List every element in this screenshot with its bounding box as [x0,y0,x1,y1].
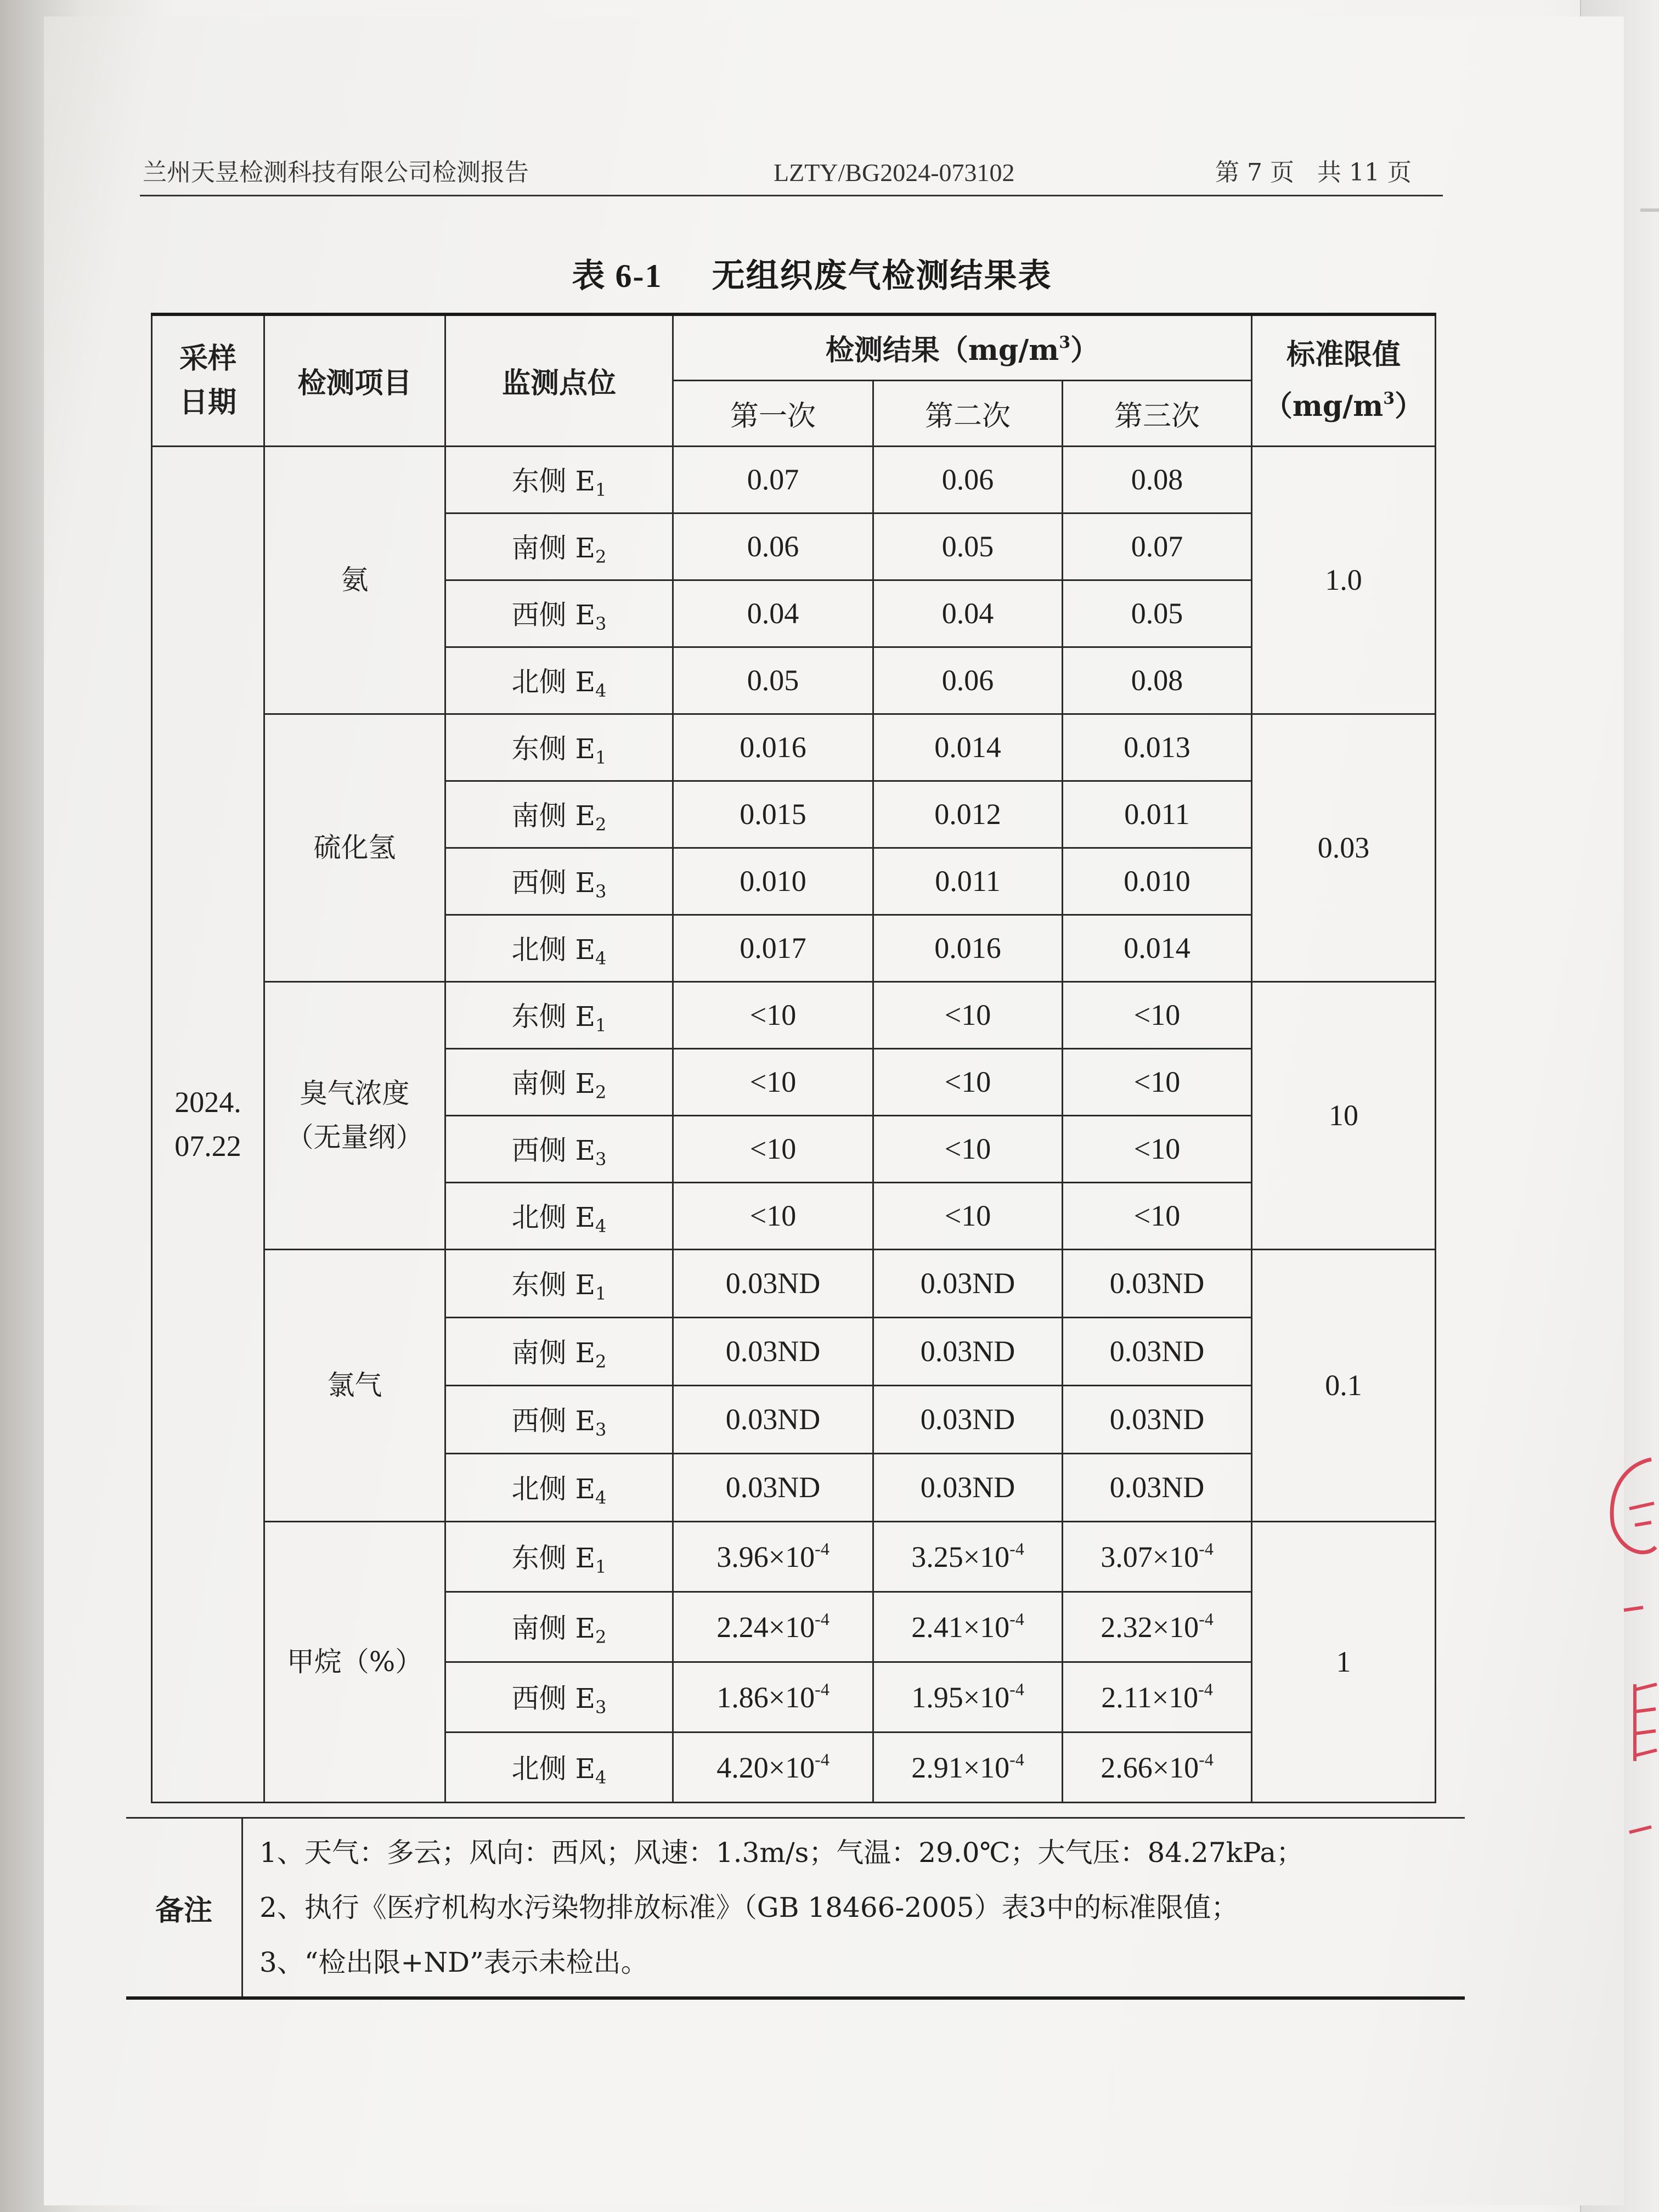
result-cell-v3 [1063,1521,1252,1592]
stamp-glyph-4 [1629,1827,1651,1832]
result-value: 0.010 [740,865,806,898]
results-table [151,313,1436,1803]
result-value: <10 [1133,1132,1181,1165]
result-cell-v3 [1063,1662,1252,1732]
item-name: 甲烷（%） [286,1646,423,1678]
result-exponent: -4 [815,1609,830,1629]
result-cell-v1 [673,647,873,714]
result-cell-v2 [873,1317,1063,1385]
result-cell-v3 [1063,1317,1252,1385]
notes-label: 备注 [126,1818,242,1999]
point-label: 北侧 E [511,1472,596,1505]
result-value: <10 [1133,1199,1181,1232]
stamp-icon [1591,1426,1659,1865]
result-cell-v1 [673,1115,873,1182]
result-cell-v2 [873,1592,1063,1662]
point-cell [445,1453,673,1521]
result-cell-v3 [1063,915,1252,981]
table-row [152,1249,1436,1317]
result-exponent: -4 [1009,1679,1024,1699]
result-value: 2.66×10 [1101,1751,1199,1784]
result-exponent: -4 [1009,1609,1024,1629]
limit-value: 0.03 [1317,831,1370,864]
point-label: 东侧 E [511,1268,596,1301]
point-label: 东侧 E [511,1000,596,1032]
result-value: <10 [1133,1065,1181,1098]
point-cell [445,1592,673,1662]
result-value: 0.03ND [1109,1267,1205,1300]
result-exponent: -4 [1199,1750,1214,1769]
table-row [152,1521,1436,1592]
result-value: 0.012 [934,798,1001,831]
point-cell [445,981,673,1048]
table-row [152,446,1436,513]
result-cell-v1 [673,1592,873,1662]
result-exponent: -4 [1199,1609,1214,1629]
result-cell-v1 [673,848,873,915]
point-label: 南侧 E [511,799,596,832]
result-cell-v3 [1063,848,1252,915]
point-subscript: 2 [595,1081,607,1103]
result-cell-v1 [673,513,873,580]
notes-content [242,1818,1465,1999]
header-first: 第一次 [673,380,873,446]
item-unit: （无量纲） [286,1121,424,1153]
result-exponent: -4 [1009,1750,1024,1769]
limit-cell [1252,714,1436,981]
limit-value: 0.1 [1325,1369,1362,1402]
point-subscript: 1 [595,1014,607,1036]
table-row [152,714,1436,781]
header-third: 第三次 [1063,380,1252,446]
point-cell [445,915,673,981]
point-label: 南侧 E [511,1336,596,1369]
point-cell [445,1521,673,1592]
result-value: 4.20×10 [716,1751,815,1784]
point-subscript: 2 [595,546,607,567]
result-cell-v1 [673,1048,873,1115]
point-cell [445,848,673,915]
point-cell [445,1732,673,1802]
result-cell-v3 [1063,1182,1252,1249]
point-subscript: 3 [595,1419,607,1440]
result-cell-v3 [1063,446,1252,513]
point-label: 南侧 E [511,1067,596,1099]
result-cell-v2 [873,1385,1063,1453]
note-nd: 3、“检出限+ND”表示未检出。 [259,1946,648,1978]
header-divider [140,195,1443,196]
note-standard: 2、执行《医疗机构水污染物排放标准》（GB 18466-2005）表3中的标准限值； [259,1892,1239,1923]
result-value: <10 [749,998,797,1031]
result-value: 2.41×10 [911,1611,1010,1644]
page-info: 第 7 页 共 11 页 [1215,159,1412,187]
result-value: 0.04 [747,597,799,630]
point-label: 北侧 E [511,1201,596,1233]
table-number: 表 6-1 [572,258,663,294]
result-value: 2.32×10 [1101,1611,1199,1644]
result-value: 0.07 [747,463,799,496]
result-value: <10 [749,1199,797,1232]
item-cell [264,714,445,981]
result-cell-v1 [673,1732,873,1802]
result-value: 0.011 [1124,798,1190,831]
sampling-date [152,446,264,1802]
point-cell [445,1048,673,1115]
point-cell [445,513,673,580]
item-name: 臭气浓度 [300,1077,410,1109]
point-cell [445,647,673,714]
result-value: 0.017 [740,932,806,964]
item-cell [264,446,445,714]
item-name: 氨 [341,564,369,596]
limit-value: 10 [1329,1099,1359,1132]
header-limit-unit: （mg/m [1263,389,1384,423]
result-cell-v2 [873,781,1063,848]
header-point: 监测点位 [445,314,673,446]
result-cell-v3 [1063,647,1252,714]
sampling-date-line2: 07.22 [174,1130,241,1163]
result-value: 0.03ND [1109,1335,1205,1368]
header-limit [1252,314,1436,446]
result-value: 0.03ND [725,1471,821,1504]
result-value: 0.03ND [725,1403,821,1436]
result-cell-v2 [873,1521,1063,1592]
result-cell-v3 [1063,1048,1252,1115]
point-label: 西侧 E [511,1682,596,1714]
result-cell-v2 [873,848,1063,915]
point-subscript: 1 [595,747,607,768]
result-value: 0.014 [1124,932,1190,964]
result-cell-v2 [873,1182,1063,1249]
point-subscript: 1 [595,1283,607,1304]
limit-cell [1252,981,1436,1249]
point-cell [445,1249,673,1317]
result-cell-v3 [1063,714,1252,781]
result-value: 0.07 [1131,530,1183,563]
result-value: 3.96×10 [716,1541,815,1573]
result-cell-v3 [1063,1249,1252,1317]
item-name: 硫化氢 [313,832,396,864]
result-cell-v2 [873,1453,1063,1521]
result-cell-v3 [1063,580,1252,647]
result-value: 0.03ND [1109,1403,1205,1436]
point-label: 南侧 E [511,1612,596,1644]
result-value: 0.014 [934,731,1001,764]
result-cell-v2 [873,647,1063,714]
header-limit-line1: 标准限值 [1286,337,1401,371]
item-cell [264,981,445,1249]
result-cell-v1 [673,981,873,1048]
point-cell [445,1317,673,1385]
point-label: 北侧 E [511,1752,596,1785]
point-subscript: 4 [595,947,607,969]
point-cell [445,1182,673,1249]
point-cell [445,1385,673,1453]
header-limit-line2 [1252,377,1435,428]
result-value: 0.06 [941,463,994,496]
header-date-line2: 日期 [179,385,236,419]
stamp-glyph-3 [1635,1684,1657,1761]
result-value: 1.86×10 [716,1681,815,1714]
result-cell-v1 [673,580,873,647]
point-subscript: 4 [595,1487,607,1508]
point-label: 西侧 E [511,866,596,899]
result-value: <10 [944,1132,991,1165]
header-second: 第二次 [873,380,1063,446]
result-value: <10 [1133,998,1181,1031]
result-exponent: -4 [1009,1539,1024,1559]
item-cell [264,1521,445,1802]
result-value: 1.95×10 [911,1681,1010,1714]
result-cell-v3 [1063,981,1252,1048]
result-cell-v3 [1063,1592,1252,1662]
result-value: 0.05 [747,664,799,697]
note-weather: 1、天气：多云；风向：西风；风速：1.3m/s；气温：29.0℃；大气压：84.27kPa； [259,1837,1304,1869]
point-subscript: 3 [595,1148,607,1170]
point-subscript: 4 [595,1767,607,1788]
point-label: 西侧 E [511,599,596,631]
item-cell [264,1249,445,1521]
point-subscript: 2 [595,1626,607,1647]
point-subscript: 4 [595,680,607,701]
notes-table [126,1817,1465,2000]
point-subscript: 4 [595,1215,607,1237]
result-value: 0.016 [740,731,806,764]
table-name: 无组织废气检测结果表 [712,257,1052,295]
item-name: 氯气 [327,1369,382,1401]
result-value: 0.03ND [920,1267,1015,1300]
report-number: LZTY/BG2024-073102 [774,159,1015,187]
header-limit-sup: 3 [1383,388,1395,408]
limit-cell [1252,446,1436,714]
result-value: <10 [944,1199,991,1232]
result-exponent: -4 [1199,1539,1214,1559]
result-value: <10 [749,1065,797,1098]
result-value: 0.011 [935,865,1001,898]
point-label: 西侧 E [511,1404,596,1437]
result-cell-v1 [673,1385,873,1453]
point-subscript: 3 [595,613,607,634]
header-results-close: ） [1070,334,1099,368]
point-label: 东侧 E [511,1542,596,1574]
result-cell-v2 [873,513,1063,580]
result-value: 2.91×10 [911,1751,1010,1784]
result-cell-v2 [873,1732,1063,1802]
result-cell-v1 [673,1317,873,1385]
result-value: 0.03ND [1109,1471,1205,1504]
result-cell-v3 [1063,781,1252,848]
table-row [152,981,1436,1048]
result-value: 3.25×10 [911,1541,1010,1573]
limit-value: 1.0 [1325,563,1362,596]
result-cell-v2 [873,915,1063,981]
result-exponent: -4 [1198,1679,1213,1699]
result-value: 0.03ND [725,1335,821,1368]
result-value: <10 [944,998,991,1031]
limit-value: 1 [1336,1645,1351,1678]
result-value: <10 [944,1065,991,1098]
result-cell-v1 [673,446,873,513]
result-cell-v3 [1063,1453,1252,1521]
result-cell-v2 [873,981,1063,1048]
result-value: 0.04 [941,597,994,630]
result-cell-v3 [1063,1385,1252,1453]
stamp-glyph-2 [1624,1607,1643,1610]
result-value: 0.03ND [920,1335,1015,1368]
point-subscript: 2 [595,1351,607,1372]
sampling-date-line1: 2024. [174,1086,241,1119]
limit-cell [1252,1249,1436,1521]
background-edge [1640,208,1659,212]
result-value: 0.08 [1131,664,1183,697]
result-cell-v1 [673,1521,873,1592]
result-value: 2.24×10 [716,1611,815,1644]
result-exponent: -4 [815,1679,830,1699]
header-date-line1: 采样 [179,341,236,375]
result-value: 0.08 [1131,463,1183,496]
result-exponent: -4 [815,1750,830,1769]
point-label: 南侧 E [511,532,596,564]
table-title [428,250,1196,297]
result-cell-v2 [873,1249,1063,1317]
point-subscript: 1 [595,1556,607,1577]
result-value: 0.03ND [725,1267,821,1300]
header-item: 检测项目 [264,314,445,446]
result-value: 0.03ND [920,1471,1015,1504]
result-value: <10 [749,1132,797,1165]
result-value: 0.016 [934,932,1001,964]
result-value: 0.010 [1124,865,1190,898]
point-label: 东侧 E [511,732,596,765]
header-limit-close: ） [1395,389,1424,423]
point-subscript: 3 [595,881,607,902]
result-cell-v1 [673,781,873,848]
result-cell-v2 [873,1115,1063,1182]
point-subscript: 2 [595,814,607,835]
result-cell-v1 [673,1249,873,1317]
result-value: 0.05 [1131,597,1183,630]
result-cell-v2 [873,1048,1063,1115]
result-value: 0.015 [740,798,806,831]
header-results [673,314,1252,380]
result-cell-v2 [873,714,1063,781]
point-label: 北侧 E [511,665,596,698]
company-header: 兰州天昱检测科技有限公司检测报告 [143,159,529,187]
result-cell-v3 [1063,513,1252,580]
result-cell-v3 [1063,1732,1252,1802]
result-value: 0.06 [747,530,799,563]
point-cell [445,714,673,781]
result-cell-v1 [673,1453,873,1521]
result-value: 0.03ND [920,1403,1015,1436]
result-cell-v1 [673,714,873,781]
stamp-glyph-1 [1629,1503,1654,1525]
report-page [44,16,1624,2205]
result-value: 2.11×10 [1101,1681,1199,1714]
point-cell [445,781,673,848]
point-subscript: 3 [595,1696,607,1718]
result-value: 3.07×10 [1101,1541,1199,1573]
point-label: 西侧 E [511,1134,596,1166]
point-subscript: 1 [595,479,607,500]
result-cell-v3 [1063,1115,1252,1182]
result-exponent: -4 [815,1539,830,1559]
result-cell-v1 [673,1662,873,1732]
result-value: 0.013 [1124,731,1190,764]
header-results-text: 检测结果（mg/m [825,334,1059,368]
point-cell [445,580,673,647]
header-date [152,314,264,446]
result-cell-v2 [873,580,1063,647]
result-cell-v2 [873,446,1063,513]
result-value: 0.06 [941,664,994,697]
result-value: 0.05 [941,530,994,563]
point-label: 北侧 E [511,933,596,966]
point-cell [445,446,673,513]
result-cell-v1 [673,915,873,981]
point-label: 东侧 E [511,465,596,497]
point-cell [445,1115,673,1182]
header-results-sup: 3 [1059,333,1071,353]
result-cell-v2 [873,1662,1063,1732]
point-cell [445,1662,673,1732]
limit-cell [1252,1521,1436,1802]
result-cell-v1 [673,1182,873,1249]
